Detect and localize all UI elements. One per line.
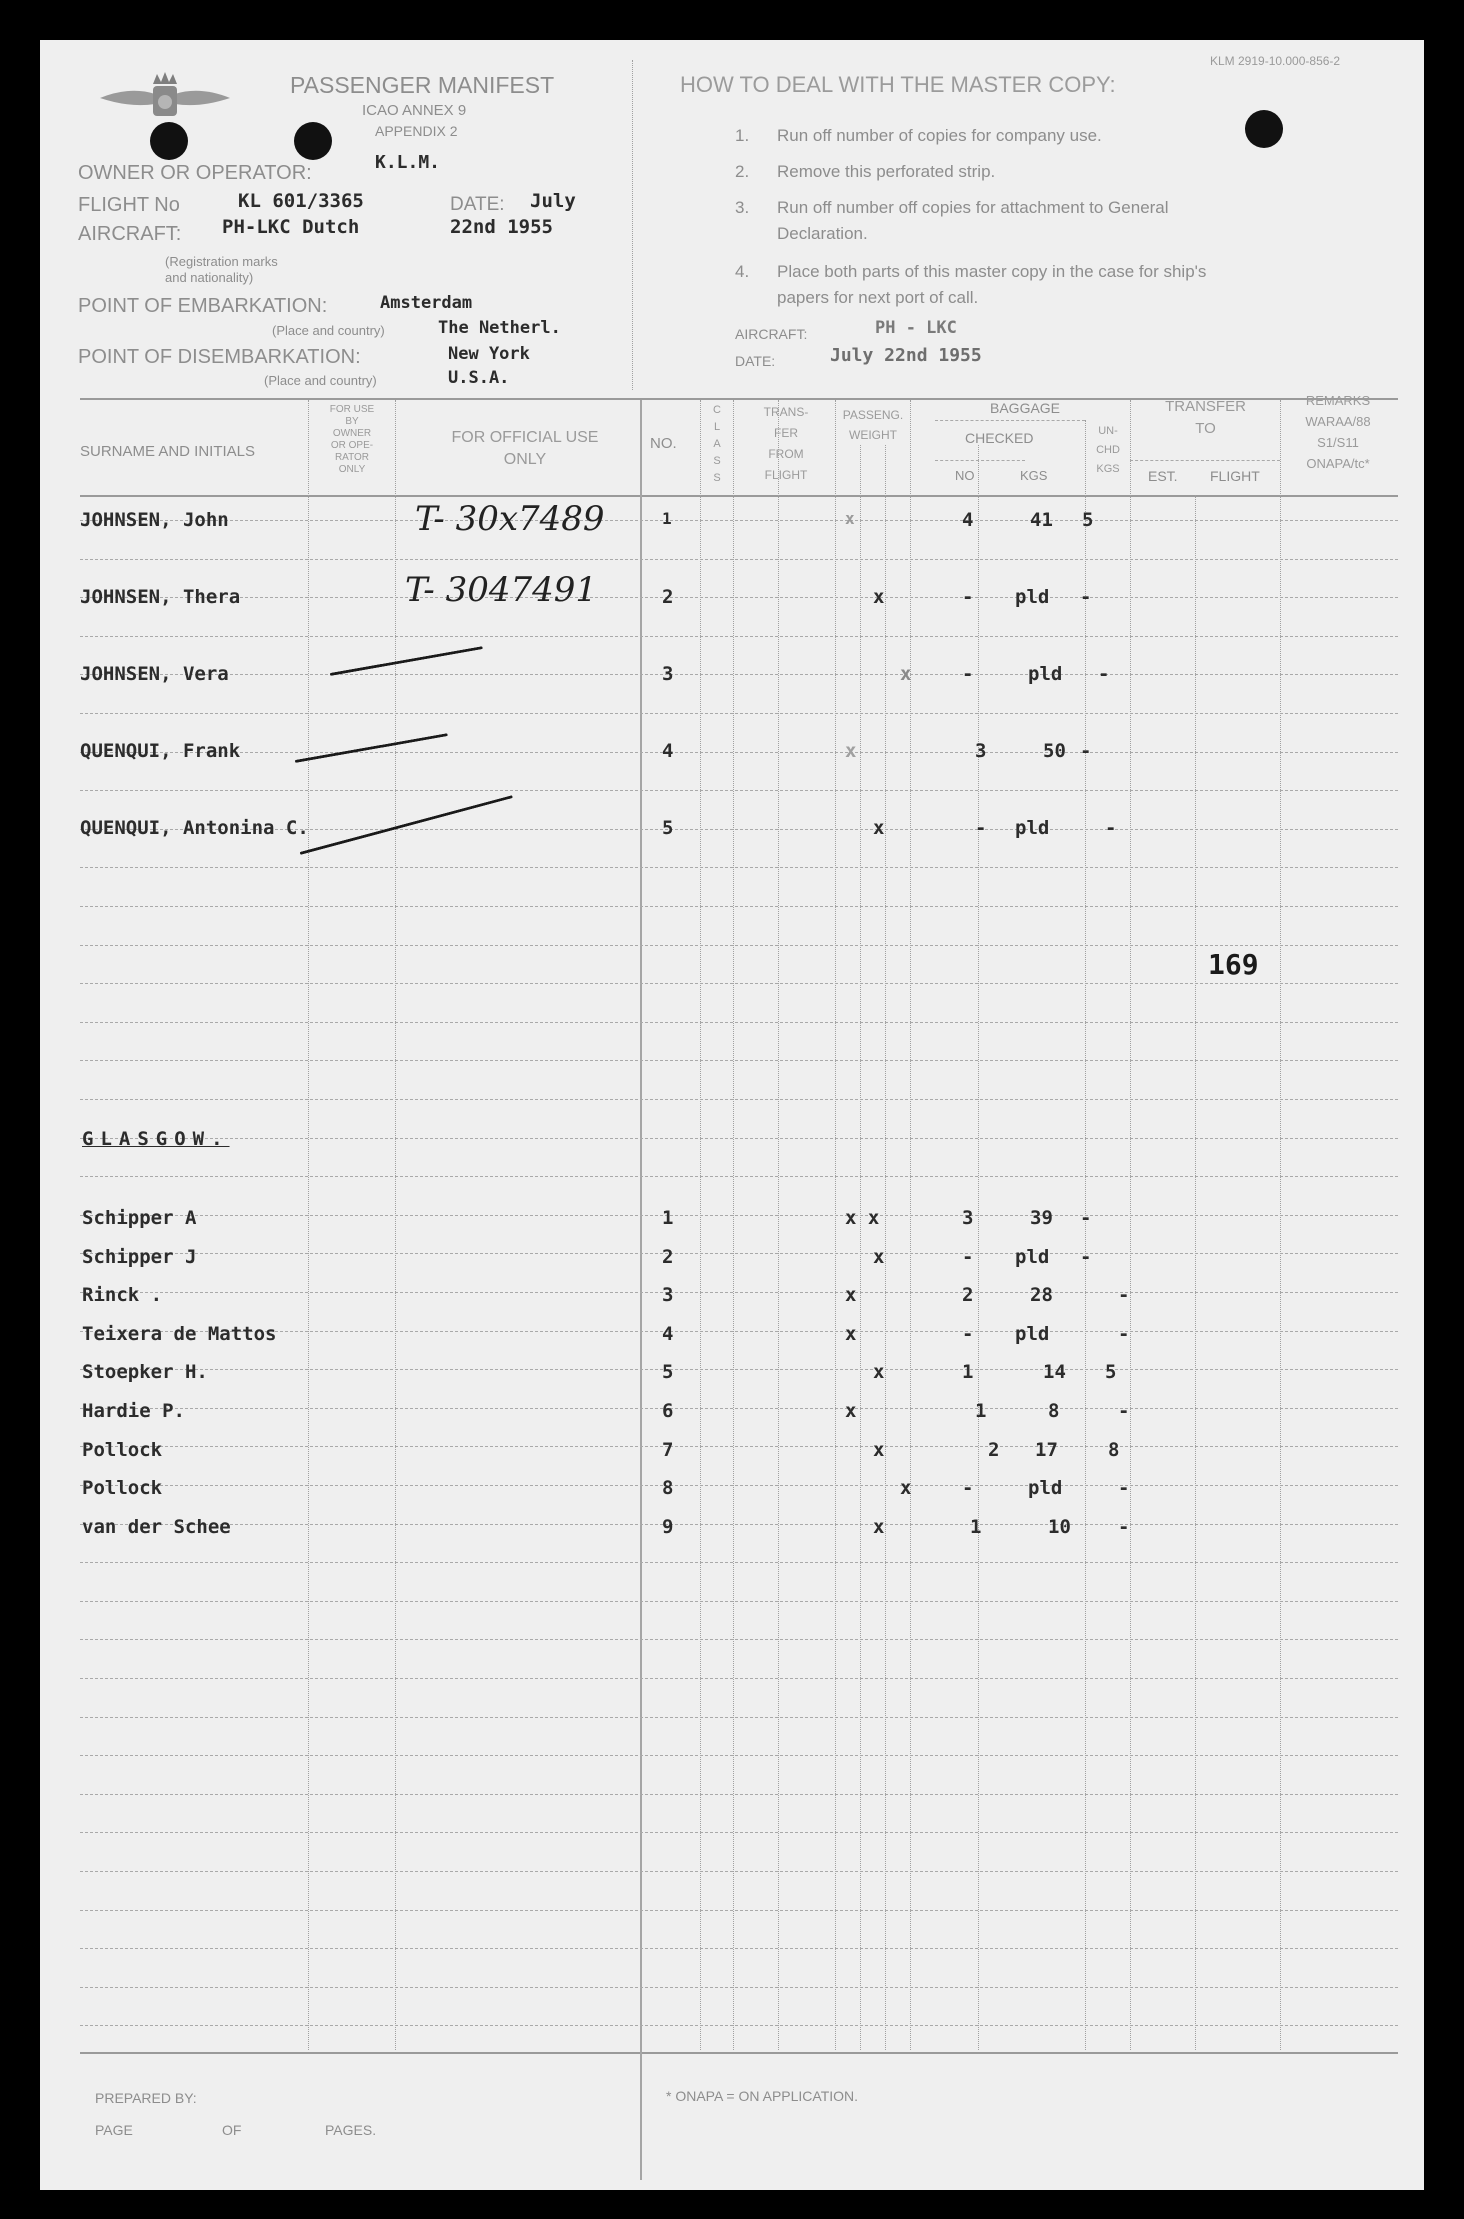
- passenger-name: JOHNSEN, Thera: [80, 586, 241, 608]
- passenger-no: 9: [662, 1515, 674, 1538]
- step-text: Place both parts of this master copy in the case for ship's: [777, 262, 1207, 281]
- embark-place-note: (Place and country): [272, 323, 385, 338]
- bag-no: -: [962, 1477, 974, 1500]
- bag-kgs: 50: [1043, 740, 1066, 762]
- onapa-footnote: * ONAPA = ON APPLICATION.: [666, 2088, 859, 2104]
- weight-line: PASSENG.: [842, 408, 904, 422]
- row-rule: [80, 1794, 1398, 1795]
- row-rule: [80, 983, 1398, 984]
- passenger-no: 5: [662, 817, 674, 839]
- col-header-passenger-weight: [837, 405, 909, 445]
- col-header-owner-use: [312, 404, 392, 476]
- unchecked-kgs: 5: [1082, 509, 1094, 531]
- aircraft-label: AIRCRAFT:: [78, 223, 182, 245]
- bag-kgs: pld: [1015, 586, 1050, 608]
- col-header-surname: SURNAME AND INITIALS: [80, 443, 256, 460]
- bag-no: -: [962, 663, 974, 685]
- disembarkation-label: POINT OF DISEMBARKATION:: [78, 346, 361, 368]
- bag-no: 2: [962, 1284, 974, 1307]
- step-text-cont: Declaration.: [777, 224, 868, 243]
- row-rule: [80, 790, 1398, 791]
- flight-value: KL 601/3365: [238, 190, 364, 212]
- bag-kgs: pld: [1015, 1322, 1050, 1345]
- remarks-line: WARAA/88: [1305, 414, 1371, 429]
- unchecked-kgs: 8: [1108, 1438, 1120, 1461]
- passenger-no: 1: [662, 1207, 674, 1229]
- bag-kgs: pld: [1015, 1245, 1050, 1268]
- baggage-subheader-line: [935, 420, 1085, 421]
- col-header-transfer-to: [1133, 396, 1278, 440]
- embarkation-label: POINT OF EMBARKATION:: [78, 295, 328, 317]
- passenger-name: QUENQUI, Frank: [80, 740, 241, 762]
- aircraft-value: PH-LKC Dutch: [222, 216, 360, 238]
- passenger-name: Schipper J: [82, 1245, 197, 1268]
- step-number: 2.: [735, 162, 750, 181]
- passenger-no: 2: [662, 1245, 674, 1268]
- bag-no: 3: [962, 1207, 974, 1229]
- unchecked-kgs: -: [1080, 1245, 1092, 1268]
- weight-mark: x: [845, 1322, 857, 1345]
- owner-use-line: ONLY: [338, 464, 366, 475]
- step-text: Run off number of copies for company use.: [777, 126, 1102, 145]
- bag-kgs: 28: [1030, 1284, 1053, 1307]
- embarkation-country: The Netherl.: [438, 318, 561, 338]
- manifest-title: PASSENGER MANIFEST: [290, 72, 555, 98]
- passenger-no: 3: [662, 1284, 674, 1307]
- unchecked-kgs: -: [1080, 586, 1092, 608]
- bag-kgs: pld: [1015, 817, 1050, 839]
- passenger-row: [40, 659, 1424, 699]
- col-header-flight: FLIGHT: [1210, 468, 1260, 484]
- passenger-name: van der Schee: [82, 1515, 231, 1538]
- bag-no: -: [975, 817, 987, 839]
- passenger-name: JOHNSEN, Vera: [80, 663, 229, 685]
- row-rule: [80, 1639, 1398, 1640]
- bag-no: 2: [988, 1438, 1000, 1461]
- transfer-from-line: TRANS-: [763, 405, 809, 419]
- passenger-name: Rinck .: [82, 1284, 163, 1307]
- class-letter: S: [713, 472, 721, 484]
- row-rule: [80, 945, 1398, 946]
- weight-mark: x: [873, 586, 885, 608]
- row-rule: [80, 559, 1398, 560]
- bag-no: 1: [970, 1515, 982, 1538]
- bag-no: 3: [975, 740, 987, 762]
- row-rule: [80, 1562, 1398, 1563]
- weight-mark: x: [873, 1361, 885, 1384]
- transfer-from-line: FLIGHT: [764, 468, 808, 482]
- passenger-no: 4: [662, 1322, 674, 1345]
- section-label-glasgow: GLASGOW.: [82, 1128, 230, 1150]
- col-header-est: EST.: [1148, 468, 1178, 484]
- unchecked-kgs: -: [1118, 1400, 1130, 1422]
- passenger-name: Hardie P.: [82, 1400, 185, 1422]
- passenger-no: 2: [662, 586, 674, 608]
- class-letter: S: [713, 455, 721, 467]
- passenger-name: Stoepker H.: [82, 1361, 208, 1384]
- row-rule: [80, 2025, 1398, 2026]
- owner-label: OWNER OR OPERATOR:: [78, 162, 312, 184]
- disembark-place-note: (Place and country): [264, 373, 377, 388]
- date-value-1: July: [530, 190, 576, 212]
- passenger-no: 5: [662, 1361, 674, 1384]
- disembarkation-value: New York: [448, 344, 530, 364]
- step-text: Run off number off copies for attachment to General: [777, 198, 1169, 217]
- klm-crown-logo-icon: [95, 68, 235, 128]
- glasgow-passenger-row: [40, 1321, 1424, 1353]
- mc-date-label: DATE:: [735, 353, 776, 369]
- owner-use-line: OWNER: [332, 428, 372, 439]
- bag-kgs: 41: [1030, 509, 1053, 531]
- row-rule: [80, 1176, 1398, 1177]
- registration-note-2: and nationality): [165, 270, 254, 285]
- glasgow-passenger-row: [40, 1475, 1424, 1507]
- weight-mark: x: [873, 817, 885, 839]
- date-value-2: 22nd 1955: [450, 216, 553, 238]
- unchecked-kgs: -: [1118, 1322, 1130, 1345]
- bag-kgs: 39: [1030, 1207, 1053, 1229]
- disembarkation-country: U.S.A.: [448, 368, 510, 388]
- unchecked-line: KGS: [1096, 463, 1120, 475]
- row-rule: [80, 1755, 1398, 1756]
- step-text-cont: papers for next port of call.: [777, 288, 979, 307]
- unchecked-kgs: -: [1105, 817, 1117, 839]
- bag-no: -: [962, 586, 974, 608]
- row-rule: [80, 1987, 1398, 1988]
- class-letter: C: [713, 404, 721, 416]
- glasgow-passenger-row: [40, 1437, 1424, 1469]
- row-rule: [80, 1910, 1398, 1911]
- bag-no: 4: [962, 509, 974, 531]
- owner-use-line: OR OPE-: [330, 440, 374, 451]
- embarkation-value: Amsterdam: [380, 293, 473, 313]
- bag-kgs: 8: [1048, 1400, 1060, 1422]
- unchecked-kgs: 5: [1105, 1361, 1117, 1384]
- passenger-name: QUENQUI, Antonina C.: [80, 817, 309, 839]
- weight-mark: x: [873, 1245, 885, 1268]
- bag-no: 1: [962, 1361, 974, 1384]
- remarks-line: S1/S11: [1317, 435, 1359, 450]
- official-number-handwritten: T- 3047491: [405, 570, 598, 610]
- bag-no: 1: [975, 1400, 987, 1422]
- step-text: Remove this perforated strip.: [777, 162, 996, 181]
- appendix: APPENDIX 2: [375, 123, 458, 139]
- transfer-from-line: FROM: [768, 447, 804, 461]
- passenger-no: 6: [662, 1400, 674, 1422]
- owner-use-line: BY: [345, 416, 359, 427]
- stamp-number: 169: [1208, 948, 1259, 981]
- punch-hole-center: [294, 122, 332, 160]
- of-label: OF: [222, 2122, 242, 2138]
- pages-label: PAGES.: [325, 2122, 377, 2138]
- passenger-name: Teixera de Mattos: [82, 1322, 277, 1345]
- glasgow-passenger-row: [40, 1282, 1424, 1314]
- transfer-from-line: FER: [774, 426, 798, 440]
- owner-use-line: RATOR: [334, 452, 370, 463]
- weight-mark: x: [900, 1477, 912, 1500]
- passenger-no: 7: [662, 1438, 674, 1461]
- passenger-no: 4: [662, 740, 674, 762]
- registration-note-1: (Registration marks: [165, 254, 278, 269]
- remarks-line: REMARKS: [1305, 393, 1371, 408]
- transfer-to-line: TRANSFER: [1165, 398, 1246, 415]
- glasgow-passenger-row: [40, 1398, 1424, 1430]
- passenger-row: [40, 736, 1424, 776]
- bag-no: -: [962, 1322, 974, 1345]
- weight-mark: x: [873, 1438, 885, 1461]
- row-rule: [80, 1060, 1398, 1061]
- weight-line: WEIGHT: [849, 428, 897, 442]
- row-rule: [80, 1678, 1398, 1679]
- unchecked-line: UN-: [1098, 425, 1118, 437]
- unchecked-kgs: -: [1118, 1515, 1130, 1538]
- passenger-row: [40, 570, 1424, 622]
- bag-kgs: 17: [1035, 1438, 1058, 1461]
- owner-use-line: FOR USE: [329, 404, 375, 415]
- col-header-transfer-from: [740, 402, 832, 486]
- transfer-subheader-line: [1130, 460, 1280, 461]
- weight-mark: x: [845, 1400, 857, 1422]
- step-number: 3.: [735, 198, 750, 217]
- unchecked-line: CHD: [1096, 444, 1120, 456]
- bag-kgs: 14: [1043, 1361, 1066, 1384]
- glasgow-passenger-row: [40, 1205, 1424, 1237]
- transfer-to-line: TO: [1195, 420, 1216, 437]
- passenger-no: 8: [662, 1477, 674, 1500]
- bag-no: -: [962, 1245, 974, 1268]
- official-number-handwritten: T- 30x7489: [415, 499, 605, 539]
- table-header-bottom: [80, 495, 1398, 497]
- glasgow-passenger-row: [40, 1514, 1424, 1546]
- page-label: PAGE: [95, 2122, 133, 2138]
- row-rule: [80, 636, 1398, 637]
- unchecked-kgs: -: [1118, 1477, 1130, 1500]
- row-rule: [80, 1022, 1398, 1023]
- glasgow-passenger-row: [40, 1359, 1424, 1391]
- weight-mark: x: [845, 509, 855, 528]
- bag-kgs: 10: [1048, 1515, 1071, 1538]
- passenger-row: [40, 813, 1424, 853]
- date-label: DATE:: [450, 194, 505, 215]
- row-rule: [80, 1717, 1398, 1718]
- bag-kgs: pld: [1028, 663, 1063, 685]
- master-copy-title: HOW TO DEAL WITH THE MASTER COPY:: [680, 72, 1116, 97]
- passenger-name: Pollock: [82, 1438, 163, 1461]
- col-header-checked: CHECKED: [965, 430, 1034, 446]
- master-copy-steps: [735, 122, 1395, 316]
- weight-mark: x x: [845, 1207, 880, 1229]
- mc-aircraft-value: PH - LKC: [875, 318, 957, 338]
- row-rule: [80, 906, 1398, 907]
- unchecked-kgs: -: [1080, 1207, 1092, 1229]
- passenger-name: JOHNSEN, John: [80, 509, 229, 531]
- class-letter: A: [713, 438, 721, 450]
- col-header-bag-kgs: KGS: [1020, 468, 1048, 483]
- passenger-name: Schipper A: [82, 1207, 197, 1229]
- prepared-by-label: PREPARED BY:: [95, 2090, 197, 2106]
- passenger-no: 1: [662, 509, 672, 528]
- passenger-no: 3: [662, 663, 674, 685]
- col-header-remarks: [1283, 390, 1393, 474]
- icao-annex: ICAO ANNEX 9: [362, 102, 467, 119]
- col-header-bag-no: NO: [955, 468, 975, 483]
- official-line: ONLY: [503, 451, 547, 468]
- passenger-name: Pollock: [82, 1477, 163, 1500]
- flight-label: FLIGHT No: [78, 194, 180, 216]
- class-letter: L: [713, 421, 721, 433]
- col-header-unchecked: [1088, 422, 1128, 479]
- bag-kgs: pld: [1028, 1477, 1063, 1500]
- mc-aircraft-label: AIRCRAFT:: [735, 326, 808, 342]
- col-header-no: NO.: [650, 435, 677, 452]
- checked-subheader-line: [935, 460, 1025, 461]
- unchecked-kgs: -: [1080, 740, 1092, 762]
- weight-mark: x: [900, 663, 912, 685]
- passenger-row: [40, 499, 1424, 545]
- row-rule: [80, 1832, 1398, 1833]
- official-line: FOR OFFICIAL USE: [451, 429, 599, 446]
- weight-mark: x: [873, 1515, 885, 1538]
- weight-mark: x: [845, 1284, 857, 1307]
- row-rule: [80, 1948, 1398, 1949]
- row-rule: [80, 1138, 1398, 1139]
- col-header-baggage: BAGGAGE: [990, 400, 1061, 416]
- owner-value: K.L.M.: [375, 152, 441, 173]
- col-header-official: [420, 427, 630, 471]
- step-number: 1.: [735, 126, 750, 145]
- row-rule: [80, 1871, 1398, 1872]
- table-bottom-border: [80, 2052, 1398, 2054]
- mc-date-value: July 22nd 1955: [830, 345, 982, 366]
- row-rule: [80, 867, 1398, 868]
- row-rule: [80, 1601, 1398, 1602]
- glasgow-passenger-row: [40, 1244, 1424, 1276]
- manifest-sheet: [40, 40, 1424, 2190]
- form-code: KLM 2919-10.000-856-2: [1210, 54, 1341, 68]
- row-rule: [80, 713, 1398, 714]
- row-rule: [80, 1099, 1398, 1100]
- unchecked-kgs: -: [1098, 663, 1110, 685]
- header-divider: [632, 60, 633, 390]
- unchecked-kgs: -: [1118, 1284, 1130, 1307]
- remarks-line: ONAPA/tc*: [1306, 456, 1370, 471]
- step-number: 4.: [735, 262, 750, 281]
- weight-mark: x: [845, 740, 857, 762]
- col-header-class: [703, 402, 731, 487]
